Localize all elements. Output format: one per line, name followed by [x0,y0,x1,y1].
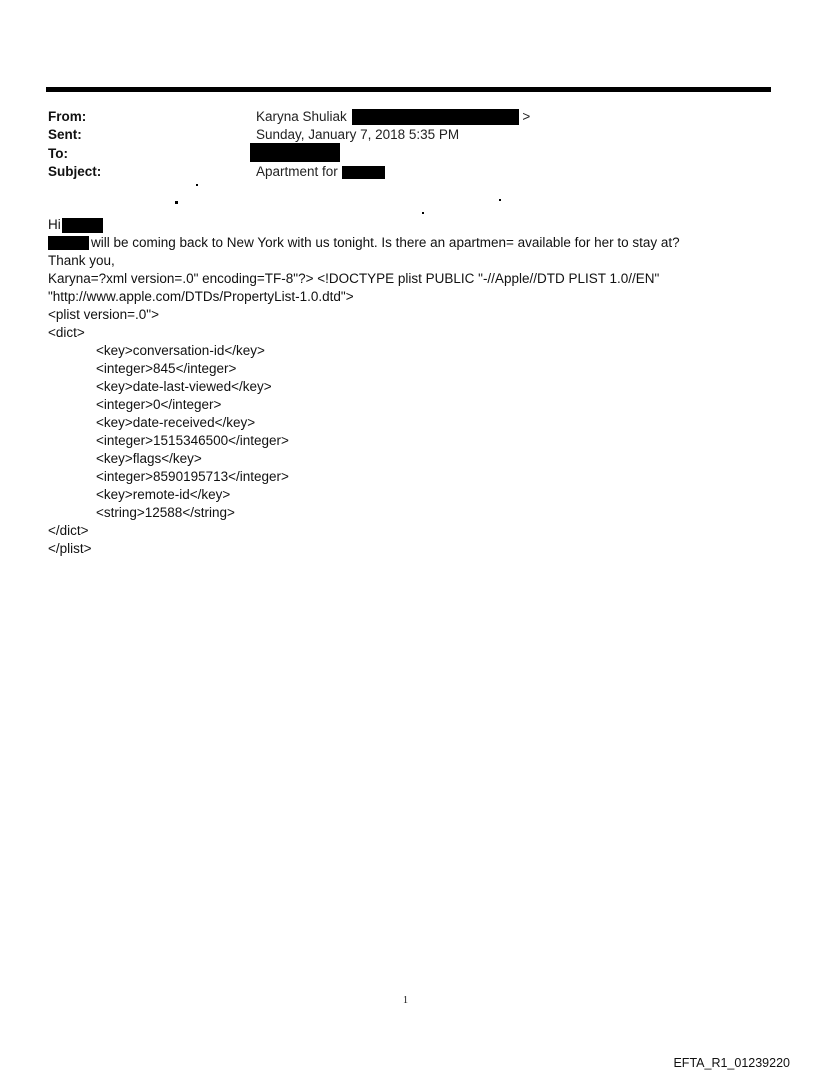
redaction-block [250,143,340,162]
body-line-4: "http://www.apple.com/DTDs/PropertyList-1.0.dtd"> [48,289,354,304]
dict-line: <integer>0</integer> [96,397,222,412]
redaction-block [62,218,103,233]
subject-text: Apartment for [256,164,338,179]
dict-line: <key>date-received</key> [96,415,256,430]
dict-line: <integer>1515346500</integer> [96,433,289,448]
subject-value [256,163,385,181]
body-line-6: <dict> [48,325,85,340]
body-line-end-dict: </dict> [48,523,89,538]
from-value [256,108,530,126]
from-label: From: [48,109,87,124]
redaction-block [352,109,519,125]
from-suffix: > [522,109,531,124]
body-line-end-plist: </plist> [48,541,92,556]
dict-line: <key>flags</key> [96,451,202,466]
redaction-block [48,236,89,250]
body-line-5: <plist version=.0"> [48,307,159,322]
dict-line: <key>remote-id</key> [96,487,231,502]
redaction-block [342,166,385,179]
dict-line: <key>date-last-viewed</key> [96,379,272,394]
scan-speck [175,201,178,204]
subject-label: Subject: [48,164,102,179]
sent-label: Sent: [48,127,82,142]
dict-line: <string>12588</string> [96,505,235,520]
body-line-2: Thank you, [48,253,115,268]
to-value [250,143,340,162]
sent-value: Sunday, January 7, 2018 5:35 PM [256,127,460,142]
dict-line: <integer>8590195713</integer> [96,469,289,484]
top-rule [46,87,771,92]
document-id: EFTA_R1_01239220 [673,1056,790,1070]
greeting: Hi [48,217,61,232]
page-number: 1 [403,995,408,1006]
scan-speck [499,199,501,201]
scan-speck [422,212,424,214]
dict-line: <integer>845</integer> [96,361,237,376]
body-line-1-text: will be coming back to New York with us tonight. Is there an apartmen= available for her to stay at? [91,235,680,250]
body-line-3: Karyna=?xml version=.0" encoding=TF-8"?> <!DOCTYPE plist PUBLIC "-//Apple//DTD PLIST 1.0//EN" [48,271,660,286]
body-line-1 [48,234,680,252]
from-name: Karyna Shuliak [256,109,347,124]
scan-speck [196,184,198,186]
greeting-line [48,216,103,234]
dict-line: <key>conversation-id</key> [96,343,265,358]
to-label: To: [48,146,68,161]
